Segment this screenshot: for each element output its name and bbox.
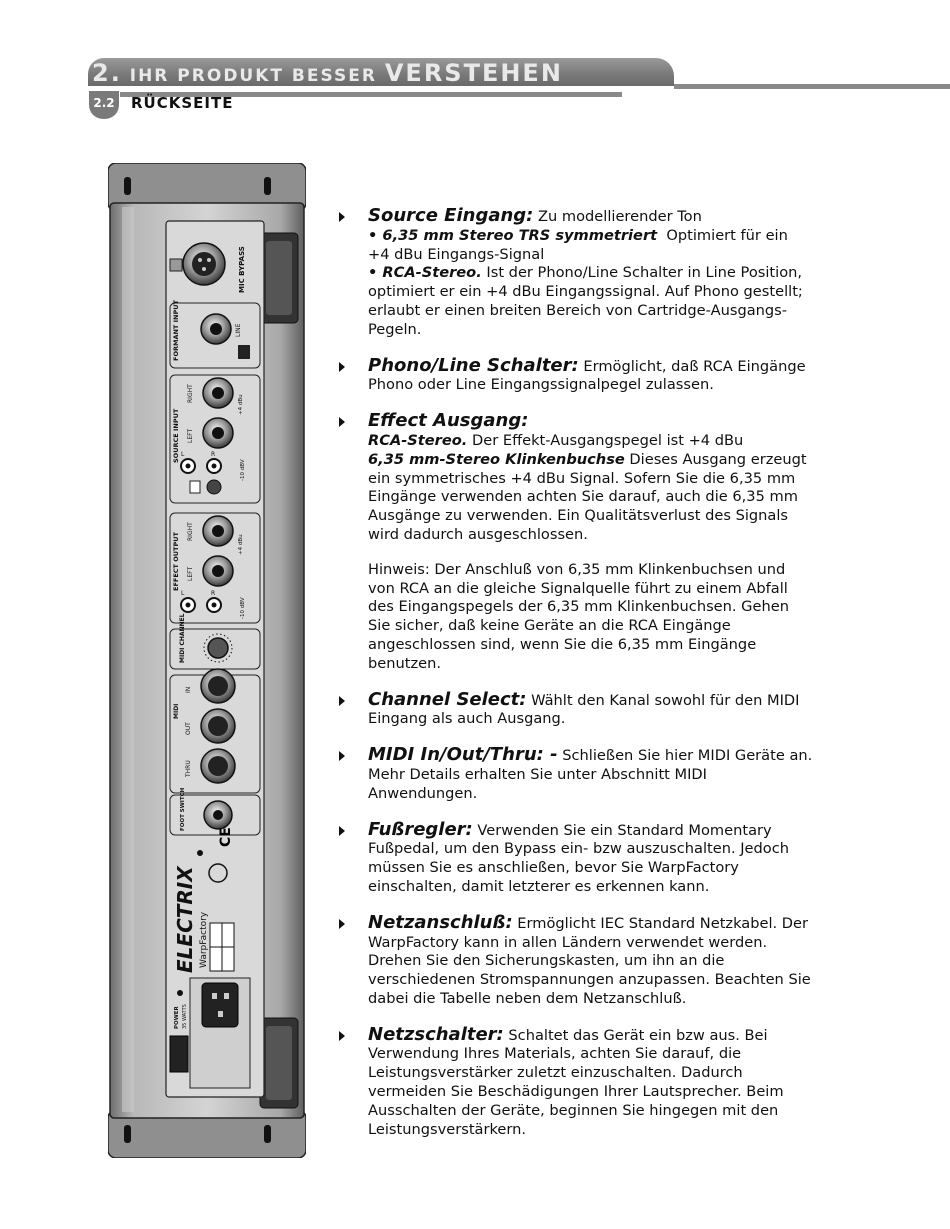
formant-line-label: LINE xyxy=(235,323,242,337)
chapter-title-big: VERSTEHEN xyxy=(384,59,563,87)
phono-line-switch xyxy=(207,480,221,494)
item-intro: Ermöglicht IEC Standard Netzkabel. Der WarpFactory kann in allen Ländern verwendet werden. Drehen Sie den Sicherungskasten, um ihn an die verschiedenen Stromspannungen anzupassen. Beachten Sie dabei die Tabelle neben dem Netzanschluß. xyxy=(368,914,811,1007)
rear-panel-illustration xyxy=(108,163,306,1158)
item-sub-text: Der Effekt-Ausgangspegel ist +4 dBu xyxy=(472,431,744,449)
item-title: Source Eingang: xyxy=(368,205,534,226)
list-item-fussregler xyxy=(338,818,813,897)
list-item-source-eingang xyxy=(338,207,813,340)
source-l-label: L xyxy=(181,451,185,458)
list-item-netzschalter xyxy=(338,1023,813,1140)
source-right-label: RIGHT xyxy=(187,384,194,403)
item-title: Fußregler: xyxy=(368,818,473,840)
list-item-phono-line-schalter xyxy=(338,354,813,396)
item-intro: Schließen Sie hier MIDI Geräte an. Mehr Details erhalten Sie unter Abschnitt MIDI Anwendungen. xyxy=(368,747,813,802)
header-rule-top xyxy=(674,84,950,89)
formant-input-label: FORMANT INPUT xyxy=(172,300,180,361)
list-item-netzanschluss xyxy=(338,911,813,1009)
section-title: RÜCKSEITE xyxy=(131,94,234,112)
description-list xyxy=(338,207,813,1139)
item-title: Channel Select: xyxy=(368,688,527,710)
item-intro: Wählt den Kanal sowohl für den MIDI Eingang als auch Ausgang. xyxy=(368,691,800,728)
effect-l-label: L xyxy=(181,590,185,597)
item-note: Hinweis: Der Anschluß von 6,35 mm Klinkenbuchsen und von RCA an die gleiche Signalquelle führt zu einem Abfall des Eingangspegels der 6,35 mm Klinkenbuchsen. Gehen Sie sicher, daß keine Geräte an die RCA Eingänge angeschlossen sind, wenn Sie die 6,35 mm Eingänge benutzen. xyxy=(368,560,789,672)
midi-thru-label: THRU xyxy=(185,760,192,777)
effect-r-label: R xyxy=(211,590,216,597)
item-title: Effect Ausgang: xyxy=(368,410,529,432)
ce-mark: CE xyxy=(218,827,234,847)
source-plus4-label: +4 dBu xyxy=(238,394,244,415)
arrow-bullet-icon xyxy=(339,212,345,222)
source-r-label: R xyxy=(211,451,216,458)
item-title: Netzanschluß: xyxy=(368,911,513,933)
power-label: POWER xyxy=(174,1006,180,1029)
source-left-label: LEFT xyxy=(187,428,194,443)
item-intro: Verwenden Sie ein Standard Momentary Fußpedal, um den Bypass ein- bzw auszuschalten. Jedoch müssen Sie es anschließen, bevor Sie WarpFactory einschalten, damit letzterer es erkennen kann. xyxy=(368,821,789,895)
item-sub-bold: • 6,35 mm Stereo TRS symmetriert xyxy=(368,226,658,244)
midi-channel-label: MIDI CHANNEL xyxy=(179,613,186,663)
item-title: Netzschalter: xyxy=(368,1023,504,1045)
effect-output-label: EFFECT OUTPUT xyxy=(172,532,180,591)
arrow-bullet-icon xyxy=(339,1031,345,1041)
power-switch xyxy=(170,1036,188,1072)
list-item-channel-select xyxy=(338,688,813,730)
mic-bypass-label: MIC BYPASS xyxy=(238,246,246,293)
item-intro: Zu modellierender Ton xyxy=(538,208,702,225)
midi-label: MIDI xyxy=(173,703,180,719)
item-sub-bold: 6,35 mm-Stereo Klinkenbuchse xyxy=(368,450,625,468)
item-intro: Schaltet das Gerät ein bzw aus. Bei Verwendung Ihres Materials, achten Sie darauf, die Leistungsverstärker zuletzt einzuschalten. Dadurch vermeiden Sie Beschädigungen Ihrer Lautsprecher. Beim Ausschalten der Geräte, beginnen Sie hingegen mit den Leistungsverstärkern. xyxy=(368,1026,784,1138)
list-item-effect-ausgang xyxy=(338,412,813,673)
item-sub-bold: • RCA-Stereo. xyxy=(368,264,482,282)
iec-power-inlet xyxy=(202,983,238,1027)
list-item-midi xyxy=(338,746,813,803)
midi-channel-rotary xyxy=(208,638,228,658)
effect-left-label: LEFT xyxy=(187,566,194,581)
arrow-bullet-icon xyxy=(339,751,345,761)
effect-right-label: RIGHT xyxy=(187,522,194,541)
section-number: 2.2 xyxy=(89,91,119,119)
watts-label: 35 WATTS xyxy=(182,1004,188,1029)
item-title: Phono/Line Schalter: xyxy=(368,354,579,376)
product-name: WarpFactory xyxy=(199,911,209,968)
item-sub-text: Optimiert für ein +4 dBu Eingangs-Signal xyxy=(368,226,788,263)
item-sub-bold: RCA-Stereo. xyxy=(368,431,468,449)
arrow-bullet-icon xyxy=(339,362,345,372)
source-minus10-label: -10 dBV xyxy=(240,459,246,481)
item-title: MIDI In/Out/Thru: - xyxy=(368,744,558,766)
brand-logo: ELECTRIX xyxy=(173,866,197,973)
item-intro: Ermöglicht, daß RCA Eingänge Phono oder Line Eingangssignalpegel zulassen. xyxy=(368,357,806,394)
arrow-bullet-icon xyxy=(339,919,345,929)
item-sub-text: Dieses Ausgang erzeugt ein symmetrisches +4 dBu Signal. Sofern Sie die 6,35 mm Eingänge verwenden achten Sie darauf, auch die 6,35 mm Ausgänge zu verwenden. Ein Qualitätsverlust des Signals wird dadurch ausgeschlossen. xyxy=(368,450,807,543)
source-input-label: SOURCE INPUT xyxy=(172,408,180,463)
chapter-title-small: IHR PRODUKT BESSER xyxy=(129,66,377,86)
foot-switch-label: FOOT SWITCH xyxy=(180,787,186,831)
effect-minus10-label: -10 dBV xyxy=(240,597,246,619)
arrow-bullet-icon xyxy=(339,696,345,706)
chapter-number: 2. xyxy=(92,59,122,87)
chapter-title xyxy=(92,58,563,86)
arrow-bullet-icon xyxy=(339,417,345,427)
arrow-bullet-icon xyxy=(339,826,345,836)
item-sub-text: Ist der Phono/Line Schalter in Line Position, optimiert er ein +4 dBu Eingangssignal. Auf Phono gestellt; erlaubt er einen breiten Bereich von Cartridge-Ausgangs-Pegeln. xyxy=(368,264,803,338)
effect-plus4-label: +4 dBu xyxy=(238,534,244,555)
midi-in-label: IN xyxy=(185,686,192,693)
midi-out-label: OUT xyxy=(185,722,192,735)
